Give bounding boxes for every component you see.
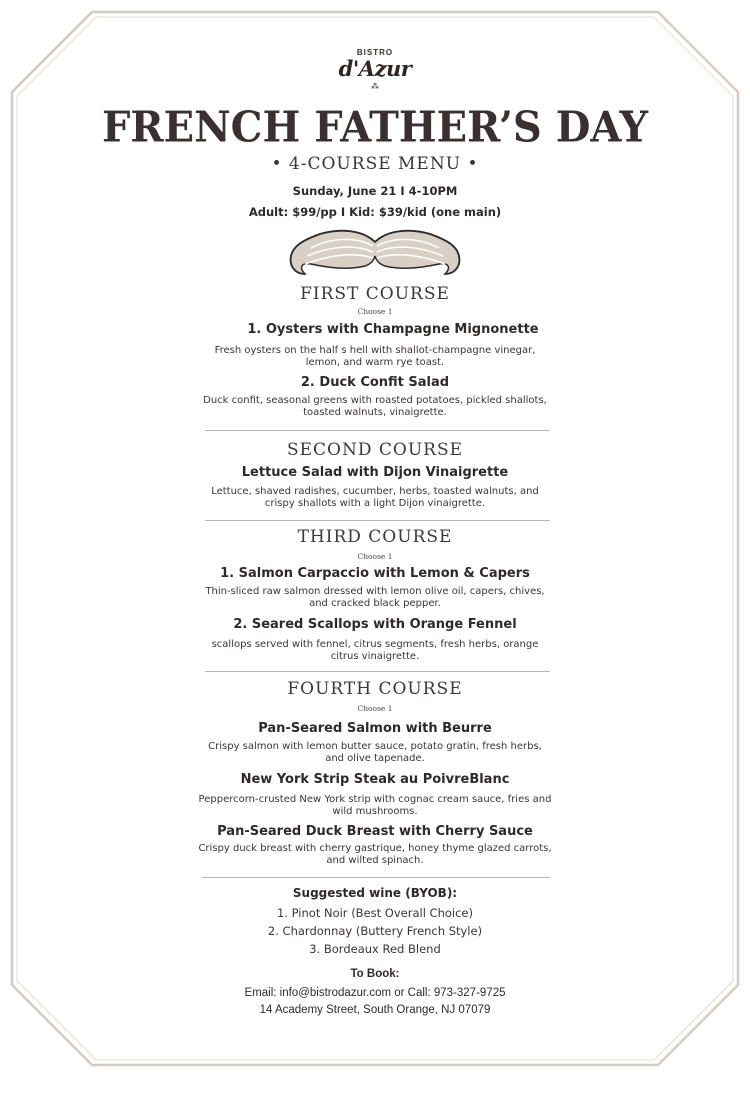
third-course-dish-2-desc-line-1: scallops served with fennel, citrus segments, fresh herbs, orange [211,639,539,650]
third-course-heading: THIRD COURSE [297,527,453,547]
event-date: Sunday, June 21 I 4-10PM [292,184,458,198]
third-course-choose: Choose 1 [357,552,393,561]
section-divider [205,430,550,431]
section-divider [205,671,550,672]
fourth-course-heading: FOURTH COURSE [287,679,463,699]
logo-ornament-icon: ⁂ [371,82,379,91]
fourth-course-dish-2-desc-line-1: Peppercorn-crusted New York strip with cognac cream sauce, fries and [198,794,552,805]
fourth-course-dish-3-desc-line-1: Crispy duck breast with cherry gastrique, honey thyme glazed carrots, [198,843,552,854]
page-title: FRENCH FATHER’S DAY [101,102,649,153]
first-course-dish-1-desc-line-2: lemon, and warm rye toast. [305,357,445,368]
first-course-choose: Choose 1 [357,307,393,316]
booking-contact: Email: info@bistrodazur.com or Call: 973-327-9725 [244,987,506,999]
mustache-icon [285,226,465,278]
third-course-dish-2-desc-line-2: citrus vinaigrette. [330,651,420,662]
first-course-dish-2-desc-line-1: Duck confit, seasonal greens with roasted potatoes, pickled shallots, [203,395,547,406]
fourth-course-choose: Choose 1 [357,704,393,713]
first-course-dish-2-desc-line-2: toasted walnuts, vinaigrette. [303,407,447,418]
logo-dazur-text: d'Azur [338,56,412,81]
fourth-course-dish-1-desc-line-1: Crispy salmon with lemon butter sauce, potato gratin, fresh herbs, [208,741,542,752]
event-price: Adult: $99/pp I Kid: $39/kid (one main) [248,205,502,219]
second-course-heading: SECOND COURSE [286,440,464,460]
fourth-course-dish-3-desc-line-2: and wilted spinach. [326,855,424,866]
third-course-dish-1-name: 1. Salmon Carpaccio with Lemon & Capers [220,566,530,581]
fourth-course-dish-2-name: New York Strip Steak au PoivreBlanc [240,772,510,787]
section-divider [205,520,550,521]
second-course-desc-line-1: Lettuce, shaved radishes, cucumber, herbs, toasted walnuts, and [211,486,539,497]
fourth-course-dish-3-name: Pan-Seared Duck Breast with Cherry Sauce [217,824,533,839]
wine-heading: Suggested wine (BYOB): [292,886,458,900]
section-divider [202,877,550,878]
second-course-dish-name: Lettuce Salad with Dijon Vinaigrette [241,465,509,480]
first-course-dish-1-name: 1. Oysters with Champagne Mignonette [247,322,539,337]
third-course-dish-1-desc-line-2: and cracked black pepper. [309,598,441,609]
logo-bistro-text: BISTRO [356,48,394,57]
third-course-dish-1-desc-line-1: Thin-sliced raw salmon dressed with lemon olive oil, capers, chives, [205,586,545,597]
first-course-dish-1-desc-line-1: Fresh oysters on the half s hell with shallot-champagne vinegar, [214,345,536,356]
first-course-dish-2-name: 2. Duck Confit Salad [300,375,450,390]
wine-item-3: 3. Bordeaux Red Blend [309,942,441,956]
wine-item-1: 1. Pinot Noir (Best Overall Choice) [276,906,473,920]
fourth-course-dish-1-desc-line-2: and olive tapenade. [325,753,425,764]
booking-address: 14 Academy Street, South Orange, NJ 07079 [259,1004,491,1016]
booking-heading: To Book: [350,968,400,980]
third-course-dish-2-name: 2. Seared Scallops with Orange Fennel [233,617,517,632]
second-course-desc-line-2: crispy shallots with a light Dijon vinaigrette. [264,498,486,509]
menu-subtitle: • 4-COURSE MENU • [271,154,479,174]
wine-item-2: 2. Chardonnay (Buttery French Style) [267,924,483,938]
fourth-course-dish-2-desc-line-2: wild mushrooms. [332,806,418,817]
first-course-heading: FIRST COURSE [300,284,450,304]
fourth-course-dish-1-name: Pan-Seared Salmon with Beurre [258,721,492,736]
